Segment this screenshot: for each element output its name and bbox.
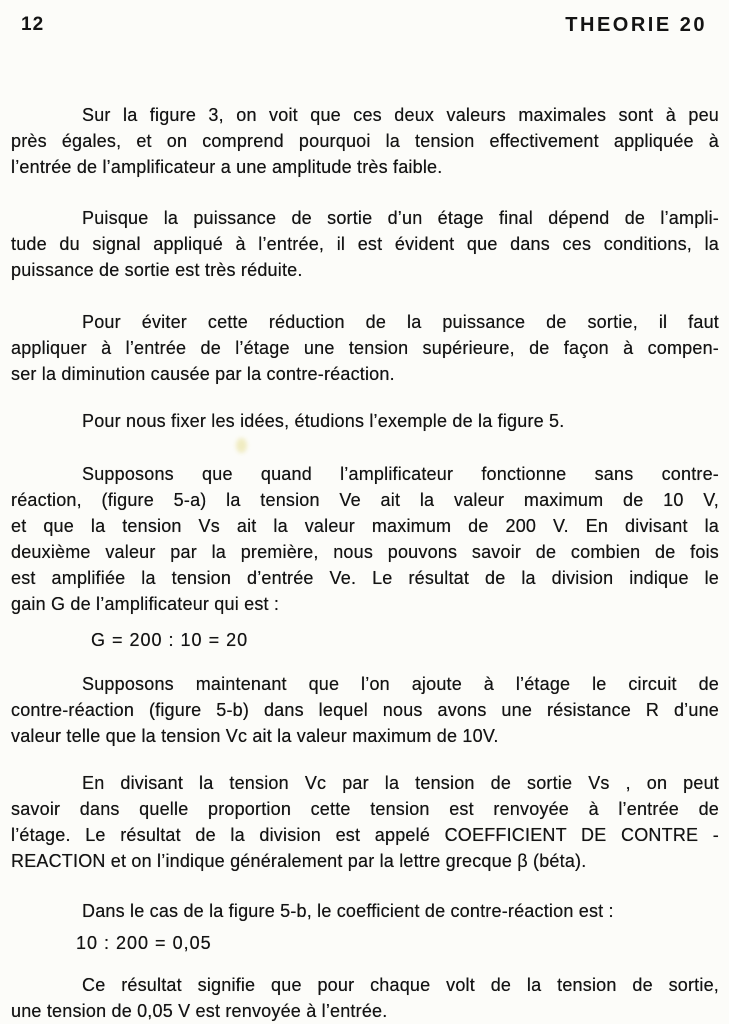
text-line: tude du signal appliqué à l’entrée, il est évident que dans ces conditions, la	[11, 234, 719, 254]
paragraph-2	[11, 205, 719, 283]
text-line: Sur la figure 3, on voit que ces deux valeurs maximales sont à peu	[82, 105, 719, 125]
paragraph-9	[11, 972, 719, 1024]
text-line: savoir dans quelle proportion cette tension est renvoyée à l’entrée de	[11, 799, 719, 819]
text-line: ser la diminution causée par la contre-réaction.	[11, 364, 395, 384]
paragraph-5	[11, 461, 719, 617]
text-line: En divisant la tension Vc par la tension de sortie Vs , on peut	[82, 773, 719, 793]
text-line: près égales, et on comprend pourquoi la tension effectivement appliquée à	[11, 131, 719, 151]
text-line: et que la tension Vs ait la valeur maximum de 200 V. En divisant la	[11, 516, 719, 536]
text-line: Pour éviter cette réduction de la puissance de sortie, il faut	[82, 312, 719, 332]
text-line: Puisque la puissance de sortie d’un étage final dépend de l’ampli-	[82, 208, 719, 228]
text-line: appliquer à l’entrée de l’étage une tension supérieure, de façon à compen-	[11, 338, 719, 358]
text-line: l’étage. Le résultat de la division est appelé COEFFICIENT DE CONTRE -	[11, 825, 719, 845]
text-line: gain G de l’amplificateur qui est :	[11, 594, 280, 614]
text-line: est amplifiée la tension d’entrée Ve. Le résultat de la division indique le	[11, 568, 719, 588]
scan-artifact	[236, 438, 247, 453]
page-body	[0, 102, 729, 1024]
text-line: l’entrée de l’amplificateur a une amplitude très faible.	[11, 157, 443, 177]
text-line: une tension de 0,05 V est renvoyée à l’entrée.	[11, 1001, 388, 1021]
text-line: Supposons que quand l’amplificateur fonctionne sans contre-	[82, 464, 719, 484]
paragraph-6	[11, 671, 719, 749]
paragraph-1	[11, 102, 719, 180]
text-line: Dans le cas de la figure 5-b, le coefficient de contre-réaction est :	[82, 901, 614, 921]
text-line: Supposons maintenant que l’on ajoute à l’étage le circuit de	[82, 674, 719, 694]
paragraph-4	[11, 408, 719, 434]
text-line: deuxième valeur par la première, nous pouvons savoir de combien de fois	[11, 542, 719, 562]
formula-coefficient: 10 : 200 = 0,05	[76, 933, 212, 953]
text-line: Ce résultat signifie que pour chaque volt de la tension de sortie,	[82, 975, 719, 995]
text-line: puissance de sortie est très réduite.	[11, 260, 303, 280]
text-line: Pour nous fixer les idées, étudions l’exemple de la figure 5.	[82, 411, 565, 431]
paragraph-3	[11, 309, 719, 387]
text-line: contre-réaction (figure 5-b) dans lequel nous avons une résistance R d’une	[11, 700, 719, 720]
page-number: 12	[21, 14, 45, 35]
header-title: THEORIE 20	[565, 14, 707, 36]
text-line: réaction, (figure 5-a) la tension Ve ait la valeur maximum de 10 V,	[11, 490, 719, 510]
paragraph-7	[11, 770, 719, 874]
text-line: REACTION et on l’indique généralement par la lettre grecque β (béta).	[11, 851, 587, 871]
page-header	[0, 0, 729, 38]
text-line: valeur telle que la tension Vc ait la valeur maximum de 10V.	[11, 726, 499, 746]
formula-gain: G = 200 : 10 = 20	[91, 630, 249, 650]
paragraph-8	[11, 898, 719, 924]
